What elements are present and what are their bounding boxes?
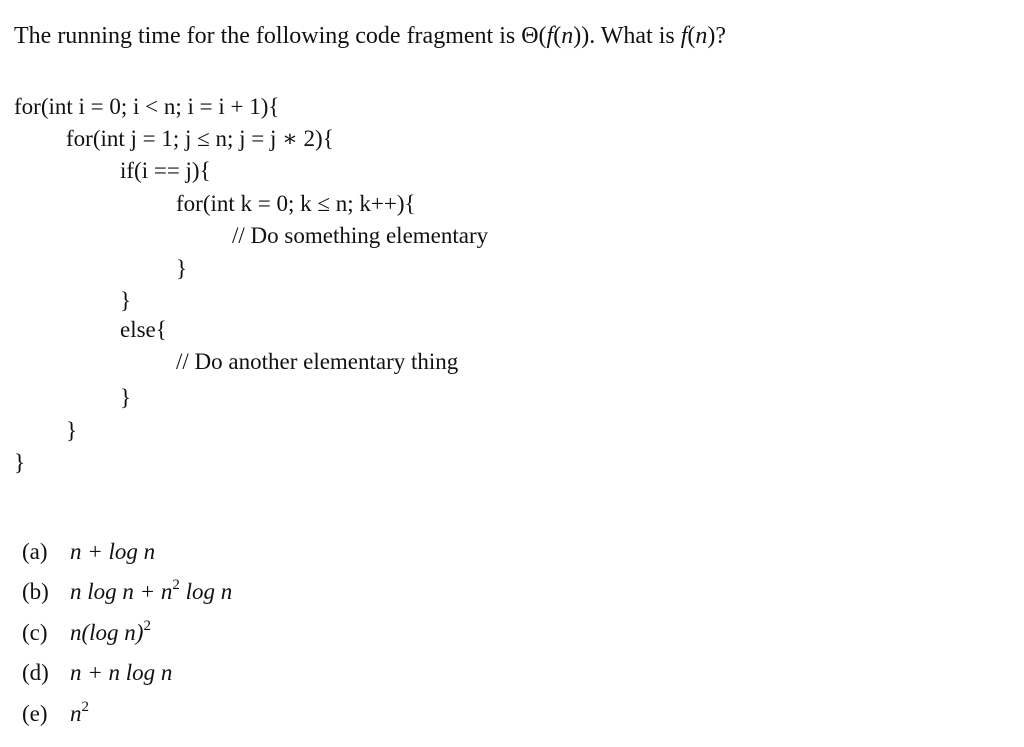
question-prefix: The running time for the following code fragment is Θ(	[14, 23, 547, 49]
question-suffix: )?	[707, 23, 727, 49]
option-a-label: (a)	[22, 539, 48, 564]
code-line-comment-elementary: // Do something elementary	[232, 223, 489, 248]
code-line-close-inner-for: }	[66, 418, 78, 443]
code-line-if: if(i == j){	[120, 158, 211, 183]
option-a	[22, 538, 155, 566]
option-b-label: (b)	[22, 579, 49, 604]
option-e-label: (e)	[22, 701, 48, 726]
option-d-label: (d)	[22, 660, 49, 685]
code-line-close-outer-for: }	[14, 450, 26, 475]
question-text: The running time for the following code fragment is Θ(f(n)). What is f(n)?	[14, 23, 727, 49]
question-mid: )). What is	[573, 23, 681, 49]
option-d	[22, 659, 172, 687]
option-c-label: (c)	[22, 620, 48, 645]
code-line-outer-for: for(int i = 0; i < n; i = i + 1){	[14, 94, 280, 119]
option-b-expr-post: log n	[179, 579, 233, 604]
question-f: f	[546, 23, 554, 49]
question-f2: f	[680, 23, 688, 49]
option-b-exponent: 2	[172, 577, 180, 593]
code-line-else: else{	[120, 317, 167, 342]
option-a-expr: n + log n	[70, 539, 156, 564]
code-line-close-k-for: }	[176, 256, 188, 281]
option-e-expr-pre: n	[70, 701, 82, 726]
question-n2: n	[695, 23, 708, 49]
option-c-expr-pre: n(log n)	[70, 620, 144, 645]
option-c	[22, 619, 151, 650]
code-line-close-if: }	[120, 288, 132, 313]
option-d-expr: n + n log n	[70, 660, 173, 685]
question-n: n	[561, 23, 574, 49]
option-e	[22, 700, 89, 731]
code-line-close-else: }	[120, 385, 132, 410]
code-line-k-for: for(int k = 0; k ≤ n; k++){	[176, 191, 416, 216]
option-e-exponent: 2	[81, 699, 89, 715]
option-b	[22, 578, 232, 609]
code-line-inner-for: for(int j = 1; j ≤ n; j = j ∗ 2){	[66, 126, 334, 151]
code-line-comment-another: // Do another elementary thing	[176, 349, 459, 374]
option-b-expr-pre: n log n + n	[70, 579, 173, 604]
option-c-exponent: 2	[143, 618, 151, 634]
